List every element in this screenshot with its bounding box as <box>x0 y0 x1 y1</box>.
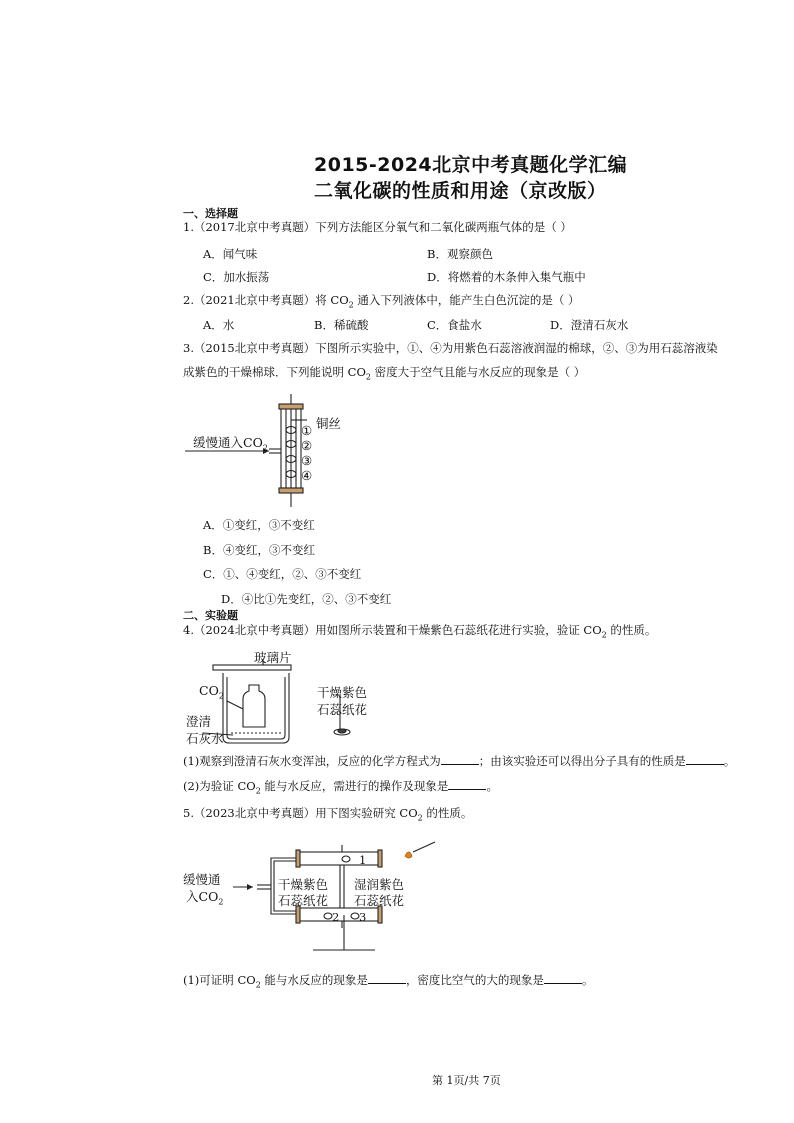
q1-option-a: A．闻气味 <box>203 247 258 261</box>
q3-ball-4-label: ④ <box>301 468 313 483</box>
q1-option-d: D．将燃着的木条伸入集气瓶中 <box>427 270 586 284</box>
q4-limewater-label-2: 石灰水 <box>186 731 224 746</box>
q3-option-b: B．④变红，③不变红 <box>203 543 315 557</box>
q3-stem-line-2: 成紫色的干燥棉球．下列能说明 $CO_2$ 密度大于空气且能与水反应的现象是（ ） <box>183 365 586 382</box>
q5-position-2-label: 2 <box>332 910 340 924</box>
q2-option-a: A．水 <box>203 318 235 332</box>
answer-blank[interactable] <box>441 753 479 765</box>
q4-stem: 4.（2024北京中考真题）用如图所示装置和干燥紫色石蕊纸花进行实验，验证 $CO_2$ 的性质。 <box>183 623 657 640</box>
title-line-2: 二氧化碳的性质和用途（京改版） <box>314 180 607 202</box>
answer-blank[interactable] <box>544 972 582 984</box>
q4-glass-plate-label: 玻璃片 <box>254 650 292 665</box>
answer-blank[interactable] <box>686 753 724 765</box>
q3-option-a: A．①变红，③不变红 <box>203 518 315 532</box>
q3-stem-line-1: 3.（2015北京中考真题）下图所示实验中，①、④为用紫色石蕊溶液润湿的棉球，②、③为用石蕊溶液染 <box>183 341 718 355</box>
q2-option-d: D．澄清石灰水 <box>550 318 629 332</box>
answer-blank[interactable] <box>368 972 406 984</box>
q4-sub-question-1: (1)观察到澄清石灰水变浑浊，反应的化学方程式为 ；由该实验还可以得出分子具有的性质是 。 <box>183 754 736 768</box>
q5-wet-flower-label-2: 石蕊纸花 <box>354 893 405 908</box>
title-line-1: 2015-2024北京中考真题化学汇编 <box>314 154 628 176</box>
q2-option-b: B．稀硫酸 <box>314 318 369 332</box>
page-footer: 第 1页/共 7页 <box>432 1074 501 1087</box>
q4-limewater-label-1: 澄清 <box>186 714 212 729</box>
q3-ball-2-label: ② <box>301 438 313 453</box>
q5-inlet-label-2: 入$CO_2$ <box>186 889 224 907</box>
q2-option-c: C．食盐水 <box>427 318 482 332</box>
q1-option-c: C．加水振荡 <box>203 270 270 284</box>
q5-inlet-label-1: 缓慢通 <box>183 872 221 887</box>
q5-position-3-label: 3 <box>359 910 367 924</box>
q4-co2-label: $CO_2$ <box>199 683 224 701</box>
answer-blank[interactable] <box>448 778 486 790</box>
q4-sub-question-2: (2)为验证 $CO_2$ 能与水反应，需进行的操作及现象是 。 <box>183 779 498 796</box>
q5-wet-flower-label-1: 湿润紫色 <box>354 877 405 892</box>
q3-ball-3-label: ③ <box>301 453 313 468</box>
q3-ball-1-label: ① <box>301 423 313 438</box>
q4-dry-flower-label-2: 石蕊纸花 <box>317 702 368 717</box>
q4-dry-flower-label-1: 干燥紫色 <box>317 685 368 700</box>
q2-stem: 2.（2021北京中考真题）将 $CO_2$ 通入下列液体中，能产生白色沉淀的是（ ） <box>183 293 580 310</box>
section-choice-heading: 一、选择题 <box>183 207 238 220</box>
q3-inlet-label: 缓慢通入$CO_2$ <box>193 435 268 453</box>
q3-option-c: C．①、④变红，②、③不变红 <box>203 567 362 581</box>
section-experiment-heading: 二、实验题 <box>183 609 238 622</box>
q3-copper-wire-label: 铜丝 <box>316 416 342 431</box>
q5-dry-flower-label-2: 石蕊纸花 <box>278 893 329 908</box>
q1-stem: 1.（2017北京中考真题）下列方法能区分氧气和二氧化碳两瓶气体的是（ ） <box>183 220 572 234</box>
q3-option-d: D．④比①先变红，②、③不变红 <box>221 592 392 606</box>
q5-stem: 5.（2023北京中考真题）用下图实验研究 $CO_2$ 的性质。 <box>183 806 473 823</box>
q5-position-1-label: 1 <box>359 853 367 867</box>
q5-dry-flower-label-1: 干燥紫色 <box>278 877 329 892</box>
q5-sub-question-1: (1)可证明 $CO_2$ 能与水反应的现象是 ，密度比空气的大的现象是 。 <box>183 973 594 990</box>
q1-option-b: B．观察颜色 <box>427 247 493 261</box>
